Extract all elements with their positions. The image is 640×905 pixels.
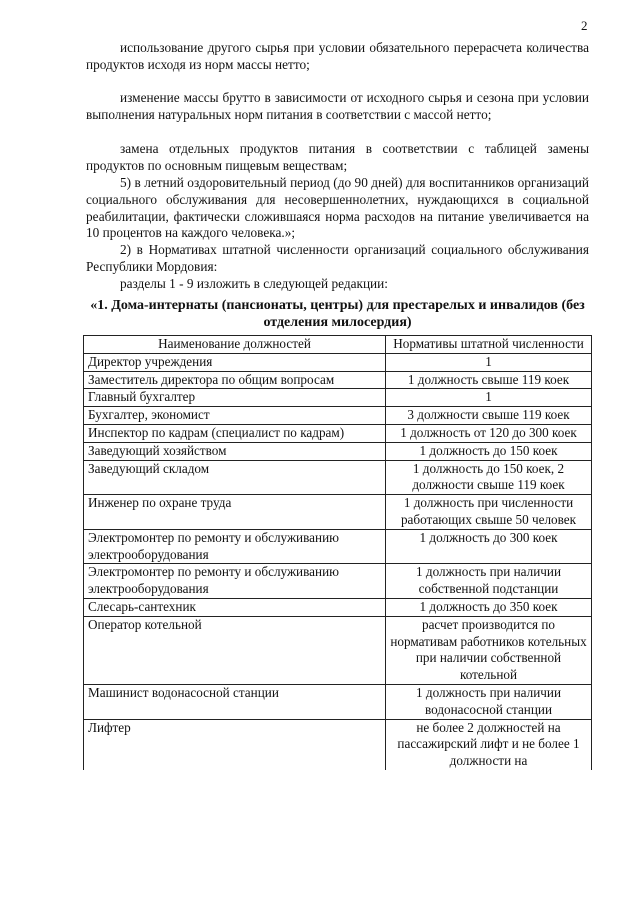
paragraph-summer-period: 5) в летний оздоровительный период (до 90 дней) для воспитанников организаций социального обслуживания для несовершеннолетних, нуждающихся в социальной реабилитации, фактически сложившаяся норма расходов на питание увеличивается на 10 процентов на каждого человека.»;: [86, 175, 589, 241]
position-cell: Электромонтер по ремонту и обслуживанию электрооборудования: [84, 564, 386, 599]
norm-cell: 1 должность до 150 коек, 2 должности свыше 119 коек: [386, 460, 592, 495]
table-row: [84, 495, 592, 530]
section-heading: «1. Дома-интернаты (пансионаты, центры) для престарелых и инвалидов (без отделения милосердия): [90, 298, 585, 330]
table-row: [84, 564, 592, 599]
norm-cell: 1: [386, 353, 592, 371]
column-header-norm: Нормативы штатной численности: [386, 336, 592, 354]
norm-cell: не более 2 должностей на пассажирский лифт и не более 1 должности на: [386, 719, 592, 770]
paragraph-text: использование другого сырья при условии обязательного перерасчета количества продуктов исходя из норм массы нетто;: [86, 40, 589, 72]
norm-cell: 3 должности свыше 119 коек: [386, 407, 592, 425]
position-cell: Слесарь-сантехник: [84, 598, 386, 616]
table-header-row: [84, 336, 592, 354]
position-cell: Заведующий складом: [84, 460, 386, 495]
table-row: [84, 460, 592, 495]
position-cell: Главный бухгалтер: [84, 389, 386, 407]
norm-cell: 1 должность до 150 коек: [386, 442, 592, 460]
norm-cell: 1 должность свыше 119 коек: [386, 371, 592, 389]
table-row: [84, 389, 592, 407]
staff-norms-table: [83, 335, 592, 770]
norm-cell: 1 должность до 300 коек: [386, 529, 592, 564]
position-cell: Бухгалтер, экономист: [84, 407, 386, 425]
norm-cell: 1 должность до 350 коек: [386, 598, 592, 616]
table-row: [84, 407, 592, 425]
table-row: [84, 529, 592, 564]
paragraph-raw-material: [86, 40, 589, 74]
position-cell: Инспектор по кадрам (специалист по кадрам): [84, 424, 386, 442]
table-row: [84, 424, 592, 442]
paragraph-sections: разделы 1 - 9 изложить в следующей редакции:: [120, 276, 388, 291]
position-cell: Машинист водонасосной станции: [84, 684, 386, 719]
paragraph-gross-weight: изменение массы брутто в зависимости от исходного сырья и сезона при условии выполнения натуральных норм питания в соответствии с массой нетто;: [86, 90, 589, 122]
column-header-position: Наименование должностей: [84, 336, 386, 354]
norm-cell: 1 должность от 120 до 300 коек: [386, 424, 592, 442]
table-row: [84, 598, 592, 616]
position-cell: Инженер по охране труда: [84, 495, 386, 530]
norm-cell: 1: [386, 389, 592, 407]
norm-cell: расчет производится по нормативам работников котельных при наличии собственной котельной: [386, 616, 592, 684]
table-row: [84, 442, 592, 460]
paragraph-food-replacement: замена отдельных продуктов питания в соответствии с таблицей замены продуктов по основным пищевым веществам;: [86, 141, 589, 173]
table-row: [84, 371, 592, 389]
position-cell: Электромонтер по ремонту и обслуживанию электрооборудования: [84, 529, 386, 564]
norm-cell: 1 должность при численности работающих свыше 50 человек: [386, 495, 592, 530]
paragraph-staff-norms: 2) в Нормативах штатной численности организаций социального обслуживания Республики Мордовия:: [86, 242, 589, 274]
position-cell: Лифтер: [84, 719, 386, 770]
position-cell: Заместитель директора по общим вопросам: [84, 371, 386, 389]
position-cell: Директор учреждения: [84, 353, 386, 371]
table-row: [84, 684, 592, 719]
table-row: [84, 719, 592, 770]
position-cell: Оператор котельной: [84, 616, 386, 684]
table-row: [84, 353, 592, 371]
position-cell: Заведующий хозяйством: [84, 442, 386, 460]
norm-cell: 1 должность при наличии водонасосной станции: [386, 684, 592, 719]
page-number: 2: [581, 18, 588, 33]
table-row: [84, 616, 592, 684]
norm-cell: 1 должность при наличии собственной подстанции: [386, 564, 592, 599]
